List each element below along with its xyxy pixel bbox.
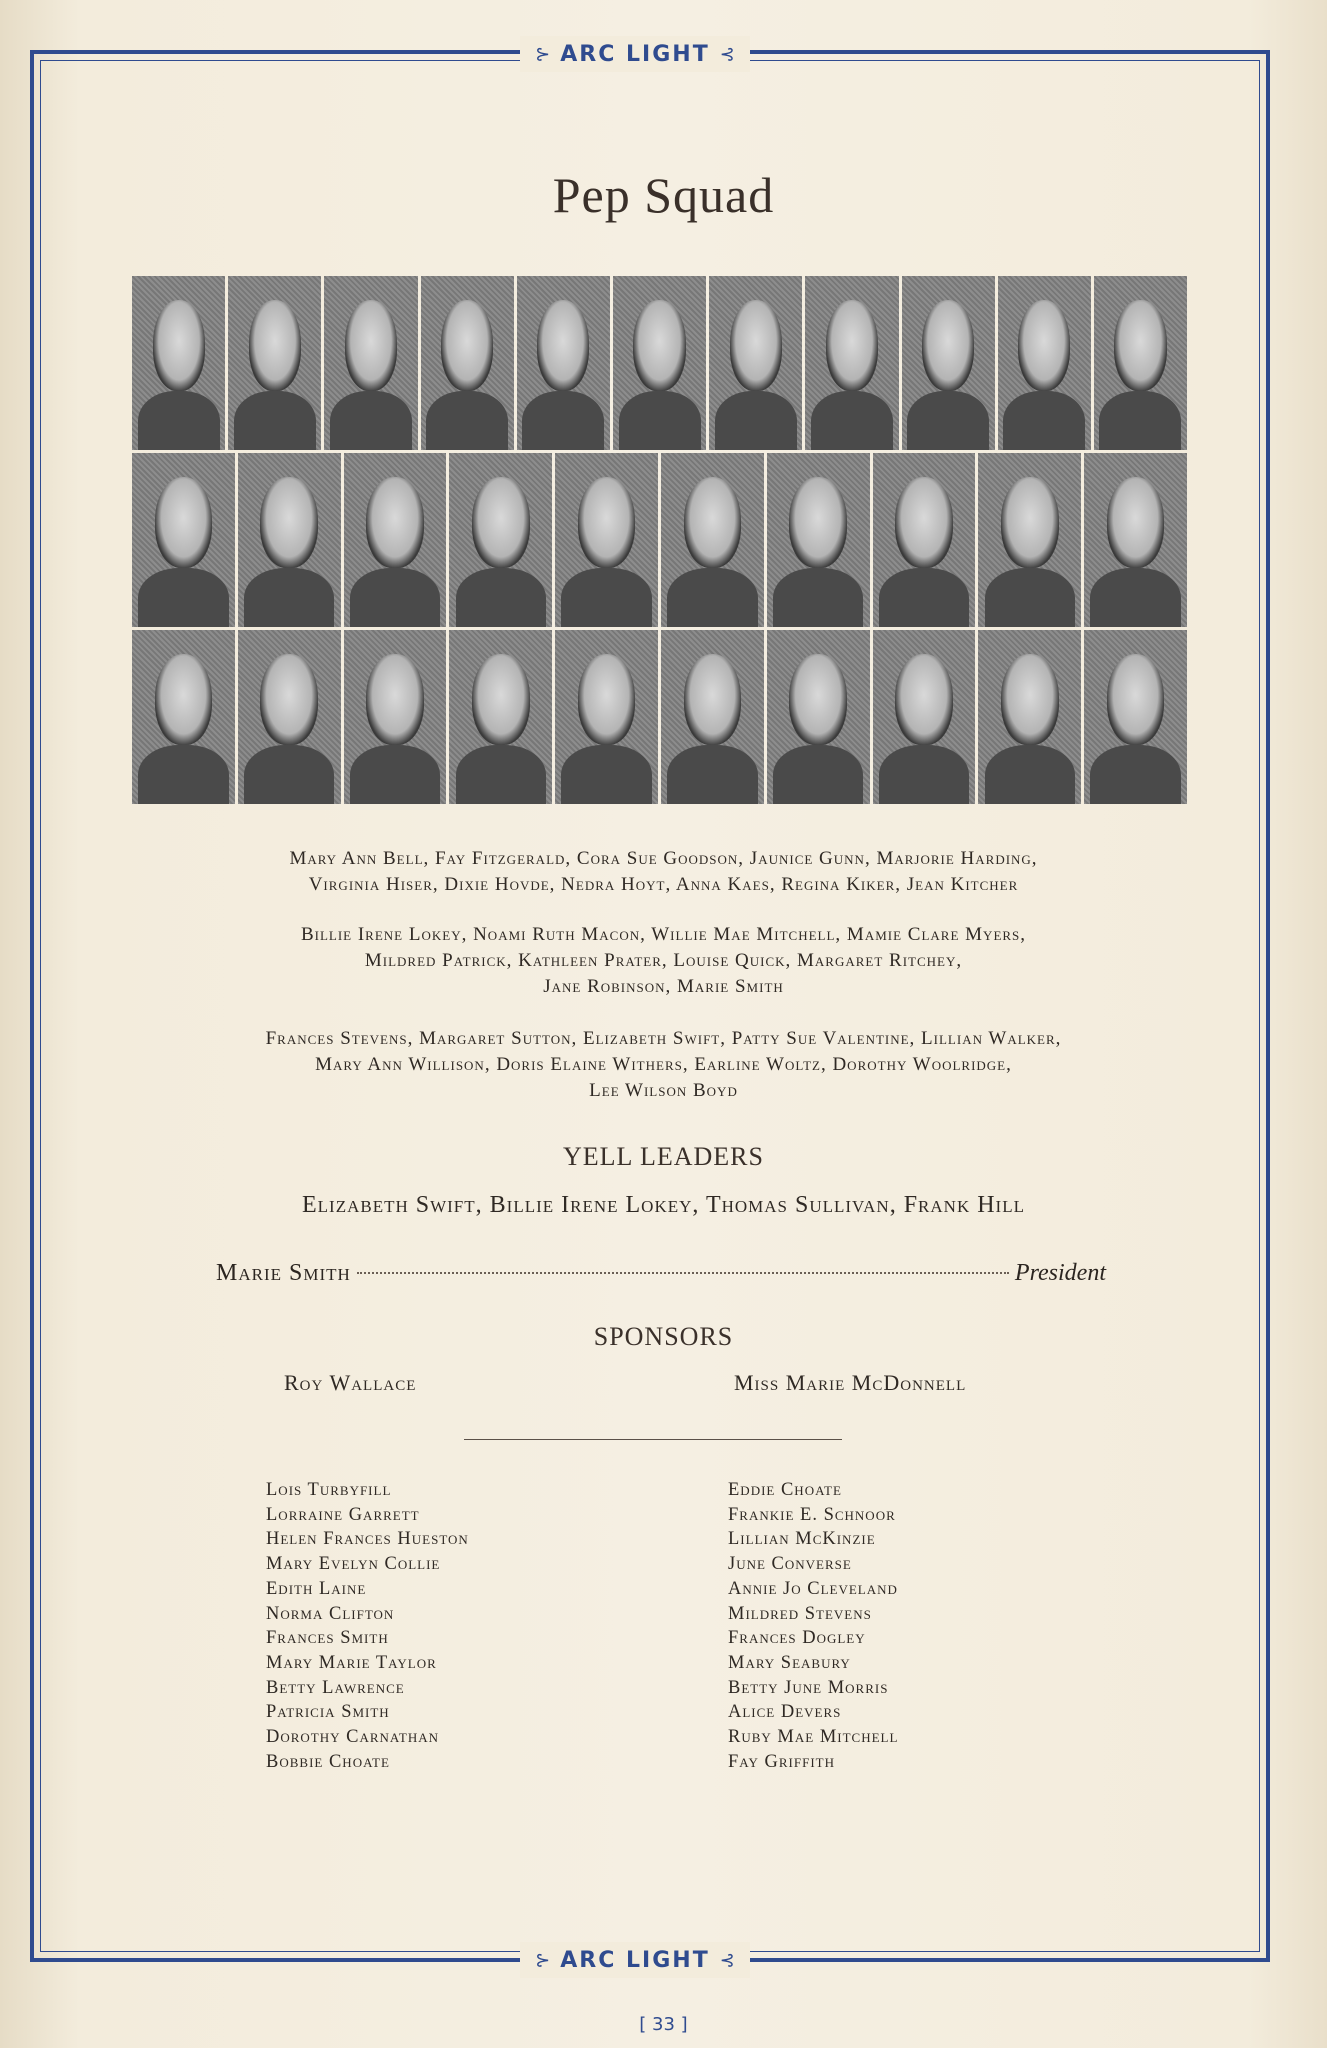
member-list-item: Eddie Choate [728,1480,842,1500]
portrait-photo-icon [228,276,321,450]
member-list-item: Annie Jo Cleveland [728,1578,898,1599]
portrait-shoulders [138,391,220,450]
ornament-left-icon: ⊱ [535,43,551,65]
portrait-head [1107,654,1165,744]
portrait-photo-icon [344,453,447,627]
portrait-photo-icon [132,276,225,450]
portrait-head [441,300,493,390]
member-list-item: Betty Lawrence [266,1677,405,1698]
member-names-paragraph-2 [90,922,1237,1000]
portrait-shoulders [619,391,701,450]
portrait-photo-icon [238,630,341,804]
member-list-item: Fay Griffith [728,1751,835,1772]
member-list-item: Mary Evelyn Collie [266,1554,441,1575]
members-right-column [728,1478,1088,1774]
portrait-shoulders [456,745,546,804]
member-list-item: Alice Devers [728,1702,842,1723]
portrait-head [578,477,636,567]
member-list-item: Lillian McKinzie [728,1529,876,1550]
portrait-head [260,654,318,744]
member-list-item: Norma Clifton [266,1603,395,1624]
member-list-item: Mary Seabury [728,1652,851,1673]
portrait-shoulders [244,568,334,627]
portrait-head [472,654,530,744]
portrait-head [155,477,213,567]
portrait-photo-icon [767,453,870,627]
names-line: Virginia Hiser, Dixie Hovde, Nedra Hoyt, Anna Kaes, Regina Kiker, Jean Kitcher [308,874,1019,895]
portrait-shoulders [244,745,334,804]
member-list-item: Dorothy Carnathan [266,1727,439,1748]
portrait-shoulders [1003,391,1085,450]
portrait-head [895,654,953,744]
member-names-paragraph-1 [90,846,1237,898]
portrait-photo-icon [238,453,341,627]
members-left-column [266,1478,626,1774]
portrait-shoulders [1090,568,1180,627]
portrait-shoulders [350,568,440,627]
portrait-shoulders [879,568,969,627]
portrait-photo-icon [978,630,1081,804]
portrait-shoulders [773,568,863,627]
portrait-shoulders [715,391,797,450]
portrait-shoulders [985,568,1075,627]
member-list-item: Mary Marie Taylor [266,1652,437,1673]
names-line: Jane Robinson, Marie Smith [543,976,784,997]
portrait-grid [132,276,1187,807]
portrait-head [826,300,878,390]
portrait-photo-icon [555,630,658,804]
portrait-head [1001,477,1059,567]
member-list-item: Frankie E. Schnoor [728,1504,896,1525]
portrait-shoulders [456,568,546,627]
portrait-photo-icon [449,630,552,804]
portrait-shoulders [561,745,651,804]
portrait-shoulders [985,745,1075,804]
portrait-head [789,477,847,567]
sponsor-right: Miss Marie McDonnell [734,1370,967,1395]
header-label: ARC LIGHT [560,41,710,67]
portrait-shoulders [773,745,863,804]
portrait-photo-icon [998,276,1091,450]
portrait-photo-icon [805,276,898,450]
running-header [520,36,750,72]
portrait-shoulders [1099,391,1181,450]
member-list-item: Patricia Smith [266,1702,390,1723]
names-line: Mildred Patrick, Kathleen Prater, Louise Quick, Margaret Ritchey, [364,950,963,971]
portrait-shoulders [234,391,316,450]
member-list-item: Frances Dogley [728,1628,866,1649]
portrait-head [1107,477,1165,567]
yell-leaders-names: Elizabeth Swift, Billie Irene Lokey, Thomas Sullivan, Frank Hill [302,1192,1025,1218]
portrait-head [537,300,589,390]
member-names-paragraph-3 [90,1026,1237,1104]
member-list-item: Lois Turbyfill [266,1480,392,1500]
portrait-head [366,477,424,567]
portrait-shoulders [667,568,757,627]
ornament-left-icon: ⊱ [535,1949,551,1971]
portrait-shoulders [350,745,440,804]
names-line: Mary Ann Willison, Doris Elaine Withers, Earline Woltz, Dorothy Woolridge, [315,1054,1012,1075]
portrait-photo-icon [661,453,764,627]
portrait-photo-icon [613,276,706,450]
portrait-photo-icon [1084,453,1187,627]
president-line [216,1260,1106,1287]
portrait-head [249,300,301,390]
member-list-item: June Converse [728,1554,852,1575]
portrait-photo-icon [1094,276,1187,450]
portrait-shoulders [330,391,412,450]
page-title: Pep Squad [552,167,775,223]
portrait-photo-icon [132,630,235,804]
portrait-head [895,477,953,567]
names-line: Billie Irene Lokey, Noami Ruth Macon, Willie Mae Mitchell, Mamie Clare Myers, [300,924,1027,945]
portrait-photo-icon [767,630,870,804]
portrait-head [1114,300,1166,390]
running-footer [520,1942,750,1978]
portrait-shoulders [138,745,228,804]
names-line: Frances Stevens, Margaret Sutton, Elizabeth Swift, Patty Sue Valentine, Lillian Walker, [265,1028,1062,1049]
portrait-head [1001,654,1059,744]
ornament-right-icon: ⊰ [719,43,735,65]
names-line: Lee Wilson Boyd [589,1080,738,1101]
yell-leaders-heading: YELL LEADERS [563,1142,764,1171]
portrait-photo-icon [1084,630,1187,804]
portrait-head [155,654,213,744]
portrait-head [633,300,685,390]
portrait-photo-icon [344,630,447,804]
portrait-shoulders [138,568,228,627]
page-number: [ 33 ] [639,2014,688,2035]
portrait-shoulders [907,391,989,450]
president-title: President [1014,1260,1106,1286]
portrait-row [132,630,1187,804]
member-list-item: Lorraine Garrett [266,1504,420,1525]
portrait-head [684,654,742,744]
member-list-item: Frances Smith [266,1628,389,1649]
portrait-head [684,477,742,567]
portrait-shoulders [879,745,969,804]
portrait-shoulders [522,391,604,450]
portrait-photo-icon [902,276,995,450]
portrait-shoulders [811,391,893,450]
portrait-photo-icon [873,630,976,804]
portrait-head [153,300,205,390]
portrait-photo-icon [709,276,802,450]
section-divider [464,1439,842,1440]
portrait-head [789,654,847,744]
portrait-head [345,300,397,390]
portrait-photo-icon [449,453,552,627]
portrait-head [1018,300,1070,390]
portrait-row [132,276,1187,450]
portrait-photo-icon [873,453,976,627]
member-list-item: Edith Laine [266,1578,367,1599]
member-list-item: Mildred Stevens [728,1603,872,1624]
portrait-shoulders [426,391,508,450]
portrait-head [260,477,318,567]
portrait-photo-icon [978,453,1081,627]
dot-leader [357,1272,1009,1274]
portrait-shoulders [667,745,757,804]
portrait-photo-icon [555,453,658,627]
portrait-head [922,300,974,390]
portrait-photo-icon [132,453,235,627]
member-list-item: Helen Frances Hueston [266,1529,469,1550]
sponsors-heading: SPONSORS [593,1322,734,1351]
portrait-shoulders [1090,745,1180,804]
member-list-item: Bobbie Choate [266,1751,390,1772]
portrait-head [366,654,424,744]
portrait-photo-icon [517,276,610,450]
footer-label: ARC LIGHT [560,1947,710,1973]
sponsor-left: Roy Wallace [284,1370,417,1395]
portrait-head [730,300,782,390]
portrait-head [578,654,636,744]
member-list-item: Ruby Mae Mitchell [728,1727,899,1748]
president-name: Marie Smith [216,1260,351,1286]
portrait-photo-icon [421,276,514,450]
portrait-shoulders [561,568,651,627]
portrait-row [132,453,1187,627]
portrait-photo-icon [324,276,417,450]
member-list-item: Betty June Morris [728,1677,889,1698]
portrait-head [472,477,530,567]
portrait-photo-icon [661,630,764,804]
names-line: Mary Ann Bell, Fay Fitzgerald, Cora Sue Goodson, Jaunice Gunn, Marjorie Harding, [289,848,1038,869]
ornament-right-icon: ⊰ [719,1949,735,1971]
